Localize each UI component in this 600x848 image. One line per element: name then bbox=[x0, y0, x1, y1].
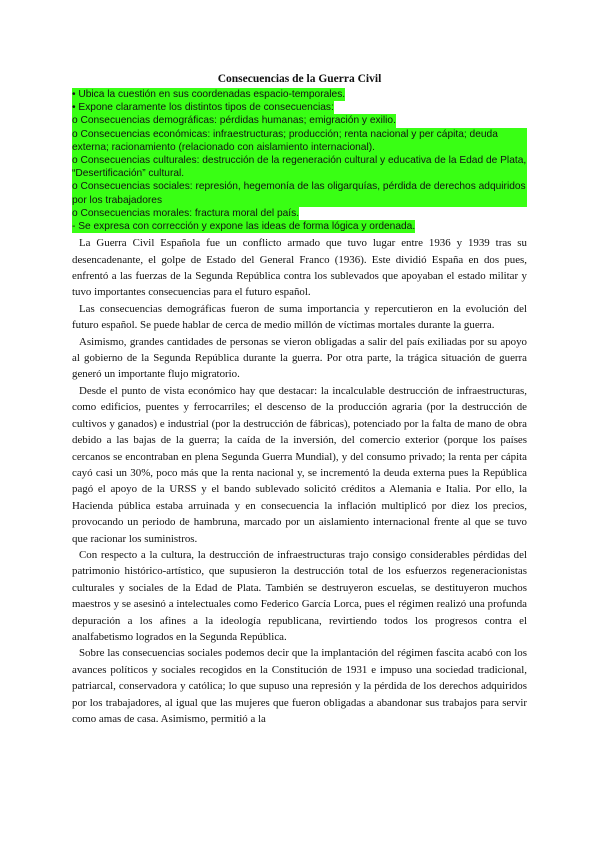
essay-paragraph: La Guerra Civil Española fue un conflicto armado que tuvo lugar entre 1936 y 1939 tras su desencadenante, el golpe de Estado del General Franco (1936). Este dividió España en dos pues, enfrentó a las fuerzas de la Segunda República contra los sublevados que apoyaban el estado militar y tuvo importantes consecuencias para el futuro español. bbox=[72, 237, 527, 299]
criteria-item: o Consecuencias económicas: infraestructuras; producción; renta nacional y per cápita; deuda externa; racionamiento (relacionado con aislamiento internacional). bbox=[72, 128, 527, 154]
criteria-item: o Consecuencias demográficas: pérdidas humanas; emigración y exilio. bbox=[72, 115, 396, 127]
essay-paragraph: Sobre las consecuencias sociales podemos decir que la implantación del régimen fascita acabó con los avances políticos y sociales recogidos en la Constitución de 1931 e impuso una sociedad tradicional, patriarcal, conservadora y católica; lo que supuso una represión y la pérdida de los derechos adquiridos por los trabajadores, al igual que las mujeres que fueron obligadas a abandonar sus trabajos para servir como amas de casa. Asimismo, permitió a la bbox=[72, 647, 527, 726]
essay-paragraph: Las consecuencias demográficas fueron de suma importancia y repercutieron en la evolución del futuro español. Se puede hablar de cerca de medio millón de víctimas mortales durante la guerra. bbox=[72, 302, 527, 332]
criteria-item: o Consecuencias sociales: represión, hegemonía de las oligarquías, pérdida de derechos adquiridos por los trabajadores bbox=[72, 181, 526, 206]
evaluation-criteria bbox=[72, 88, 527, 233]
criteria-item: • Expone claramente los distintos tipos de consecuencias: bbox=[72, 102, 334, 114]
criteria-item: - Se expresa con corrección y expone las ideas de forma lógica y ordenada. bbox=[72, 221, 416, 233]
document-title: Consecuencias de la Guerra Civil bbox=[217, 73, 382, 85]
essay-paragraph: Asimismo, grandes cantidades de personas se vieron obligadas a salir del país exiliadas por su apoyo al gobierno de la Segunda República durante la guerra. Por otra parte, la trágica situación de guerra generó un importante flujo migratorio. bbox=[72, 335, 527, 381]
essay-paragraph: Desde el punto de vista económico hay que destacar: la incalculable destrucción de infraestructuras, como edificios, puentes y ferrocarriles; el descenso de la producción agraria (por la destrucción de cultivos y ganados) e industrial (por la destrucción de fábricas), potenciado por la falta de mano de obra debido a las bajas de la guerra; la caída de la inversión, del comercio exterior (porque los países cercanos se encontraban en plena Segunda Guerra Mundial), y del consumo privado; la renta per cápita cayó casi un 30%, poco más que la renta nacional y, se incrementó la deuda externa pues la República pagó el apoyo de la URSS y el bando sublevado solicitó créditos a Alemania e Italia. Por ello, la Hacienda pública estaba arruinada y en consecuencia la inflación multiplicó por diez los precios, provocando un periodo de hambruna, marcado por un aislamiento internacional frente al que se tuvo que racionar los suministros. bbox=[72, 384, 527, 545]
criteria-item: o Consecuencias culturales: destrucción de la regeneración cultural y educativa de la Edad de Plata, “Desertificación” cultural. bbox=[72, 155, 527, 180]
criteria-item: • Ubica la cuestión en sus coordenadas espacio-temporales. bbox=[72, 89, 346, 100]
essay-body bbox=[72, 235, 527, 727]
criteria-item: o Consecuencias morales: fractura moral del país. bbox=[72, 207, 300, 219]
essay-paragraph: Con respecto a la cultura, la destrucción de infraestructuras trajo consigo considerables pérdidas del patrimonio histórico-artístico, que supusieron la destrucción total de los esfuerzos regeneracionistas culturales y sociales de la Edad de Plata. También se destruyeron escuelas, se destituyeron muchos maestros y se asesinó a intelectuales como Federico García Lorca, pues el régimen realizó una profunda depuración a los afines a la ideología republicana, revirtiendo todos los progresos contra el analfabetismo logrados en la Segunda República. bbox=[72, 548, 527, 643]
